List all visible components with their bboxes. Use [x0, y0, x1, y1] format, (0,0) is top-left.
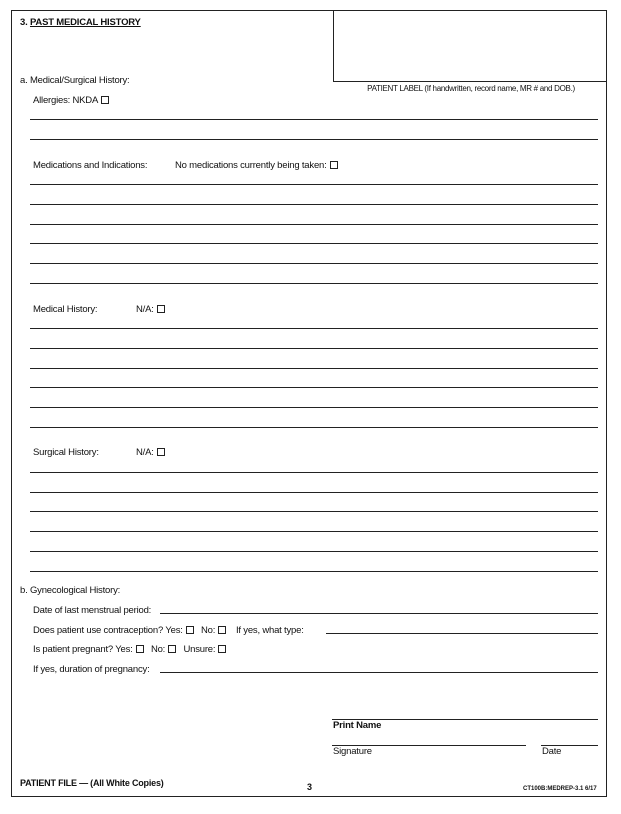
page-number: 3 — [307, 782, 312, 792]
pregnant-question: Is patient pregnant? — [33, 644, 113, 655]
surgical-history-na-label: N/A: — [136, 447, 154, 458]
pregnant-no-checkbox[interactable] — [168, 645, 176, 653]
footer-patient-file: PATIENT FILE — (All White Copies) — [20, 778, 164, 788]
surgical-history-line-4[interactable] — [30, 531, 598, 532]
section-heading: PAST MEDICAL HISTORY — [29, 17, 141, 28]
no-medications-checkbox[interactable] — [330, 161, 338, 169]
print-name-label: Print Name — [333, 720, 382, 731]
contraception-type-label: If yes, what type: — [235, 625, 304, 636]
medical-history-na-checkbox[interactable] — [157, 305, 165, 313]
medical-history-label: Medical History: — [33, 304, 98, 315]
section-title — [20, 17, 141, 28]
pregnant-yes-label: Yes: — [115, 644, 133, 655]
medical-history-line-5[interactable] — [30, 407, 598, 408]
pregnant-unsure-label: Unsure: — [183, 644, 216, 655]
contraception-row — [33, 625, 304, 636]
surgical-history-label: Surgical History: — [33, 447, 99, 458]
medications-line-6[interactable] — [30, 283, 598, 284]
medications-line-4[interactable] — [30, 243, 598, 244]
medications-line-5[interactable] — [30, 263, 598, 264]
medications-line-2[interactable] — [30, 204, 598, 205]
medications-label: Medications and Indications: — [33, 160, 148, 171]
surgical-history-na-row — [136, 447, 165, 458]
allergies-line-2[interactable] — [30, 139, 598, 140]
pregnant-row — [33, 644, 226, 655]
no-medications-row — [175, 160, 338, 171]
allergies-line-1[interactable] — [30, 119, 598, 120]
patient-label-box[interactable] — [333, 10, 607, 82]
surgical-history-line-5[interactable] — [30, 551, 598, 552]
pregnant-unsure-checkbox[interactable] — [218, 645, 226, 653]
date-label: Date — [542, 746, 562, 757]
part-a-heading: a. Medical/Surgical History: — [20, 75, 130, 86]
allergies-row — [33, 95, 109, 106]
medical-history-line-4[interactable] — [30, 387, 598, 388]
signature-label: Signature — [333, 746, 372, 757]
medical-history-na-label: N/A: — [136, 304, 154, 315]
medical-history-line-1[interactable] — [30, 328, 598, 329]
contraception-type-line[interactable] — [326, 633, 598, 634]
no-medications-label: No medications currently being taken: — [175, 160, 327, 171]
duration-label: If yes, duration of pregnancy: — [33, 664, 150, 675]
surgical-history-line-3[interactable] — [30, 511, 598, 512]
pregnant-no-label: No: — [150, 644, 166, 655]
contraception-yes-checkbox[interactable] — [186, 626, 194, 634]
surgical-history-line-6[interactable] — [30, 571, 598, 572]
pregnant-yes-checkbox[interactable] — [136, 645, 144, 653]
surgical-history-line-1[interactable] — [30, 472, 598, 473]
lmp-line[interactable] — [160, 613, 598, 614]
medical-history-line-6[interactable] — [30, 427, 598, 428]
section-number: 3. — [20, 17, 28, 28]
surgical-history-na-checkbox[interactable] — [157, 448, 165, 456]
surgical-history-line-2[interactable] — [30, 492, 598, 493]
contraception-no-label: No: — [201, 625, 216, 636]
nkda-checkbox[interactable] — [101, 96, 109, 104]
contraception-question: Does patient use contraception? — [33, 625, 164, 636]
medical-history-line-2[interactable] — [30, 348, 598, 349]
allergies-label: Allergies: NKDA — [33, 95, 99, 106]
medications-line-1[interactable] — [30, 184, 598, 185]
lmp-label: Date of last menstrual period: — [33, 605, 152, 616]
part-b-heading: b. Gynecological History: — [20, 585, 121, 596]
form-code: CT100B:MEDREP-3.1 6/17 — [523, 786, 597, 792]
medical-history-na-row — [136, 304, 165, 315]
medical-history-line-3[interactable] — [30, 368, 598, 369]
contraception-yes-label: Yes: — [165, 625, 183, 636]
duration-line[interactable] — [160, 672, 598, 673]
patient-label-caption: PATIENT LABEL (If handwritten, record name, MR # and DOB.) — [367, 84, 575, 93]
medications-line-3[interactable] — [30, 224, 598, 225]
contraception-no-checkbox[interactable] — [218, 626, 226, 634]
form-border — [11, 10, 607, 797]
